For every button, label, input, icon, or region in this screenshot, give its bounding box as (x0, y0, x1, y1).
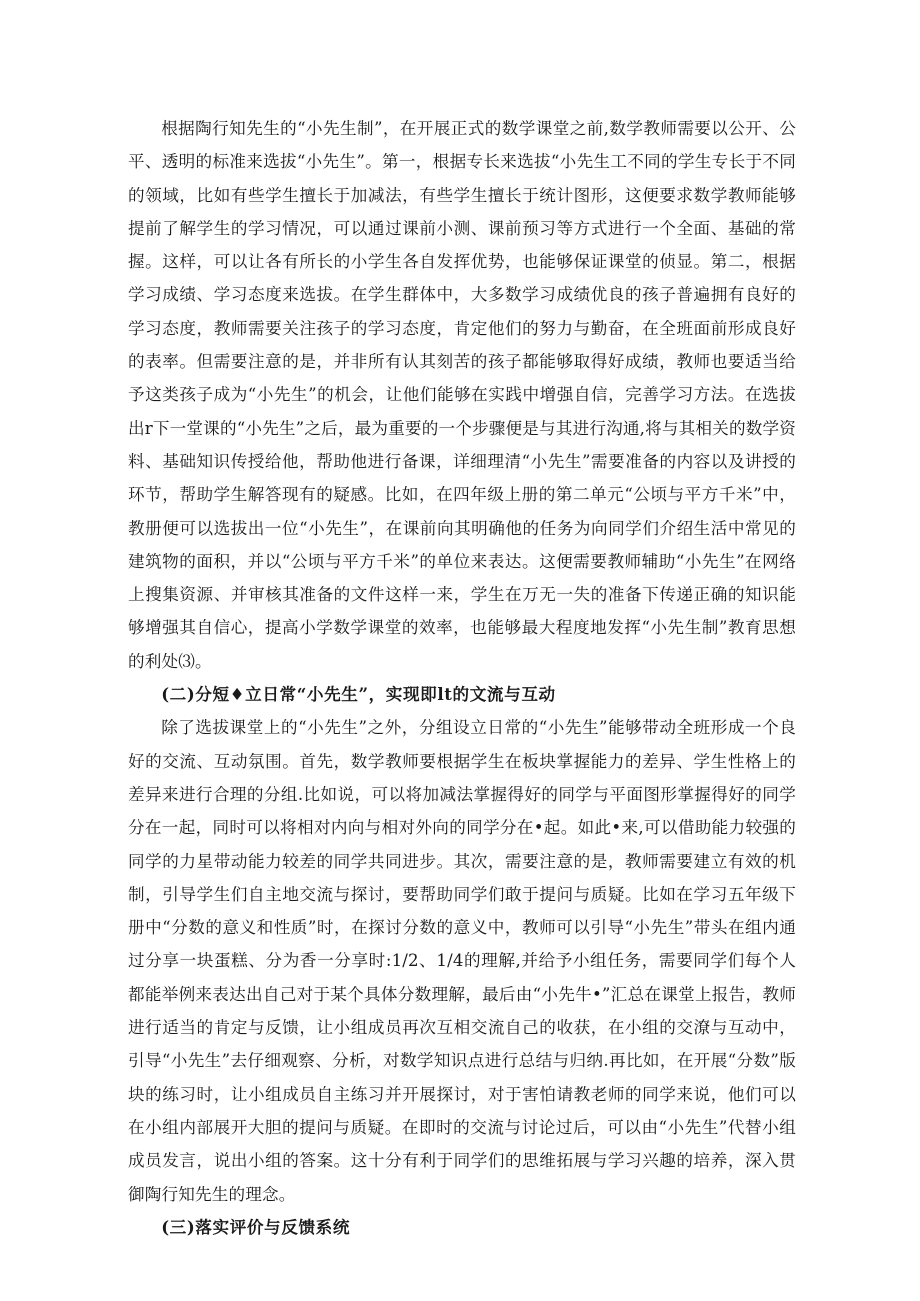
section-heading-2: (二)分短♦立日常“小先生”，实现即lt的文流与互动 (161, 684, 556, 705)
section-heading-3: (三)落实评价与反馈系统 (161, 1216, 351, 1237)
document-body (128, 112, 796, 1244)
body-paragraph-1: 根据陶行知先生的“小先生制”，在开展正式的数学课堂之前,数学教师需要以公开、公平、透明的标准来选拔“小先生”。第一，根据专长来选拔“小先生工不同的学生专长于不同的领域，比如有些学生擅长于加减法，有些学生擅长于统计图形，这便要求数学教师能够提前了解学生的学习情况，可以通过课前小测、课前预习等方式进行一个全面、基础的常握。这样，可以让各有所长的小学生各自发挥优势，也能够保证课堂的侦显。第二，根据学习成绩、学习态度来选拔。在学生群体中，大多数学习成绩优良的孩子普遍拥有良好的学习态度，教师需要关注孩子的学习态度，肯定他们的努力与勤奋，在全班面前形成良好的表率。但需要注意的是，并非所有认其刻苦的孩子都能够取得好成绩，教师也要适当给予这类孩子成为“小先生”的机会，让他们能够在实践中增强自信，完善学习方法。在选拔出r下一堂课的“小先生”之后，最为重要的一个步骤便是与其进行沟通,将与其相关的数学资料、基础知识传授给他，帮助他进行备课，详细理清“小先生”需要准备的内容以及讲授的环节，帮助学生解答现有的疑感。比如，在四年级上册的第二单元“公顷与平方千米”中，教册便可以选拔出一位“小先生”，在课前向其明确他的任务为向同学们介绍生活中常见的建筑物的面积，并以“公顷与平方千米”的单位来表达。这便需要教师辅助“小先生”在网络上搜集资源、并审核其准备的文件这样一来，学生在万无一失的准备下传递正确的知识能够增强其自信心，提高小学数学课堂的效率，也能够最大程度地发挥“小先生制”教育思想的利处⑶。 (128, 119, 796, 671)
body-paragraph-2: 除了选拔课堂上的“小先生”之外，分组设立日常的“小先生”能够带动全班形成一个良好的交流、互动氛围。首先，数学教师要根据学生在板块掌握能力的差异、学生性格上的差异来进行合理的分组.比如说，可以将加减法掌握得好的同学与平面图形掌握得好的同学分在一起，同时可以将相对内向与相对外向的同学分在•起。如此•来,可以借助能力较强的同学的力星带动能力较差的同学共同进步。其次，需要注意的是，教师需要建立有效的机制，引导学生们自主地交流与探讨，要帮助同学们敢于提问与质疑。比如在学习五年级下册中“分数的意义和性质”时，在探讨分数的意义中，教师可以引导“小先生”带头在组内通过分享一块蛋糕、分为香一分享时:1/2、1/4的理解,并给予小组任务，需要同学们每个人都能举例来表达出自己对于某个具体分数理解，最后由“小先牛•”汇总在课堂上报告，教师进行适当的肯定与反馈，让小组成员再次互相交流自己的收获，在小组的交潦与互动中，引导“小先生”去仔细观察、分析，对数学知识点进行总结与归纳.再比如，在开展“分数”版块的练习时，让小组成员自主练习并开展探讨，对于害怕请教老师的同学来说，他们可以在小组内部展开大胆的提问与质疑。在即时的交流与讨论过后，可以由“小先生”代替小组成员发言，说出小组的答案。这十分有利于同学们的思维拓展与学习兴趣的培养，深入贯御陶行知先生的理念。 (128, 718, 796, 1204)
